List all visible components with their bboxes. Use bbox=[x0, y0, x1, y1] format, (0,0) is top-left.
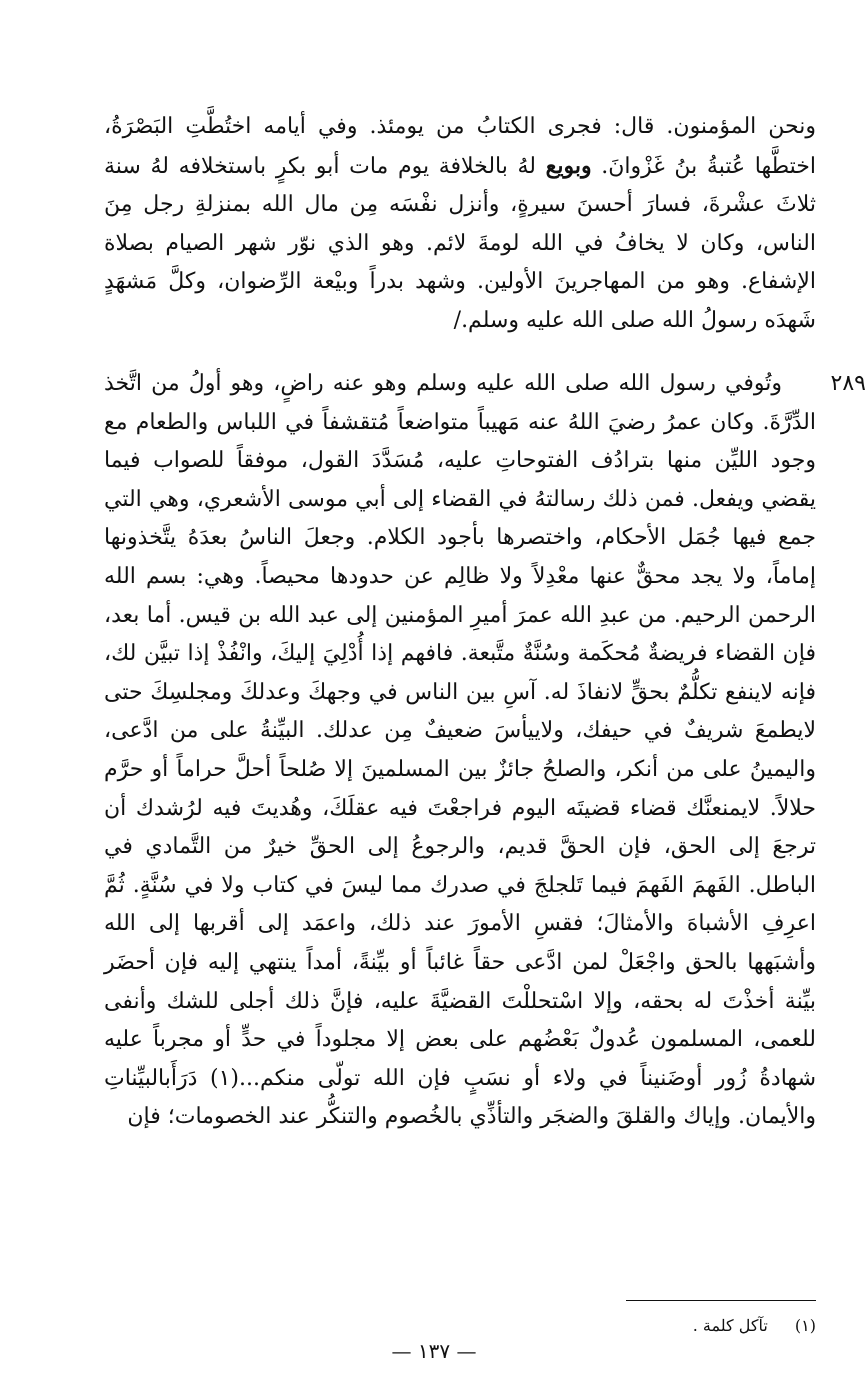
paragraph-continued bbox=[104, 108, 816, 341]
paragraph-2-text: وتُوفي رسول الله صلى الله عليه وسلم وهو عنه راضٍ، وهو أولُ من اتَّخذ الدِّرَّةَ. وكان عمرُ رضيَ اللهُ عنه مَهيباً متواضعاً مُتقشفاً في اللباس والطعام مع وجود الليِّن منها بترادُف الفتوحاتِ عليه، مُسَدَّدَ القول، موفقاً للصواب فيما يقضي ويفعل. فمن ذلك رسالتهُ في القضاء إلى أبي موسى الأشعري، وهي التي جمع فيها جُمَل الأحكام، واختصرها بأجود الكلام. وجعلَ الناسُ بعدَهُ يتَّخذونها إماماً، ولا يجد محقٌّ عنها معْدِلاً ولا ظالِم عن حدودها محيصاً. وهي: بسم الله الرحمن الرحيم. من عبدِ الله عمرَ أميرِ المؤمنين إلى عبد الله بن قيس. أما بعد، فإن القضاء فريضةٌ مُحكَمة وسُنَّةٌ متَّبعة. فافهم إذا أُدْلِيَ إليكَ، وانْفُذْ إذا تبيَّن لك، فإنه لاينفع تكلُّمٌ بحقٍّ لانفاذَ له. آسِ بين الناس في وجهكَ وعدلكَ ومجلسِكَ حتى لايطمعَ شريفٌ في حيفك، ولاييأسَ ضعيفٌ مِن عدلك. البيِّنةُ على من ادَّعى، واليمينُ على من أنكر، والصلحُ جائزٌ بين المسلمينَ إلا صُلحاً أحلَّ حراماً أو حرَّم حلالاً. لايمنعنَّك قضاء قضيتَه اليوم فراجعْتَ فيه عقلَكَ، وهُديتَ فيه لرُشدك أن ترجعَ إلى الحق، فإن الحقَّ قديم، والرجوعُ إلى الحقِّ خيرٌ من التَّمادي في الباطل. الفَهمَ الفَهمَ فيما تَلجلجَ في صدرك مما ليسَ في كتاب ولا في سُنَّةٍ. ثُمَّ اعرِفِ الأشباهَ والأمثالَ؛ فقسِ الأمورَ عند ذلك، واعمَد إلى أقربها إلى الله وأشبَهها بالحق واجْعَلْ لمن ادَّعى حقاً غائباً أو بيِّنةً، أمداً ينتهي إليه فإن أحضَر بيِّنة أخذْتَ له بحقه، وإلا اسْتحللْتَ القضيَّةَ عليه، فإنَّ ذلك أجلى للشك وأنفى للعمى، المسلمون عُدولٌ بَعْضُهم على بعض إلا مجلوداً في حدٍّ أو مجرباً عليه شهادةُ زُور أوضَنيناً في ولاء أو نسَبٍ فإن الله تولّى منكم...(١) دَرَأَبالبيِّناتِ والأيمان. وإياك والقلقَ والضجَر والتأذِّي بالخُصوم والتنكُّر عند الخصومات؛ فإن bbox=[104, 371, 817, 1130]
footnote-divider bbox=[626, 1300, 816, 1301]
paragraph-1-text-part-1: ونحن المؤمنون. قال: فجرى الكتابُ من يومئذ. وفي أيامه اختُطَّتِ البَصْرَةُ، اختطَّها عُتبةُ بنُ غَزْوانَ. bbox=[104, 114, 817, 179]
footnote-text: تآكل كلمة . bbox=[692, 1316, 768, 1335]
page-number: — ١٣٧ — bbox=[391, 1339, 477, 1363]
paragraph-1-text-part-2: لهُ بالخلافة يوم مات أبو بكرٍ باستخلافه لهُ سنة ثلاثَ عشْرةَ، فسارَ أحسنَ سيرةٍ، وأنزل نفْسَه مِن مال الله بمنزلةِ رجل مِنَ الناس، وكان لا يخافُ في الله لومةَ لائم. وهو الذي نوّر شهر الصيام بصلاة الإشفاع. وهو من المهاجرينَ الأولين. وشهد بدراً وبيْعة الرِّضوان، وكلَّ مَشهَدٍ شَهدَه رسولُ الله صلى الله عليه وسلم./ bbox=[104, 153, 816, 333]
footnote bbox=[560, 1314, 816, 1338]
paragraph-number: ٢٨٩ bbox=[830, 371, 866, 396]
paragraph-289 bbox=[104, 365, 816, 1137]
footnote-marker: (١) bbox=[794, 1316, 816, 1335]
paragraph-1-bold-word: وبويع bbox=[545, 152, 592, 179]
